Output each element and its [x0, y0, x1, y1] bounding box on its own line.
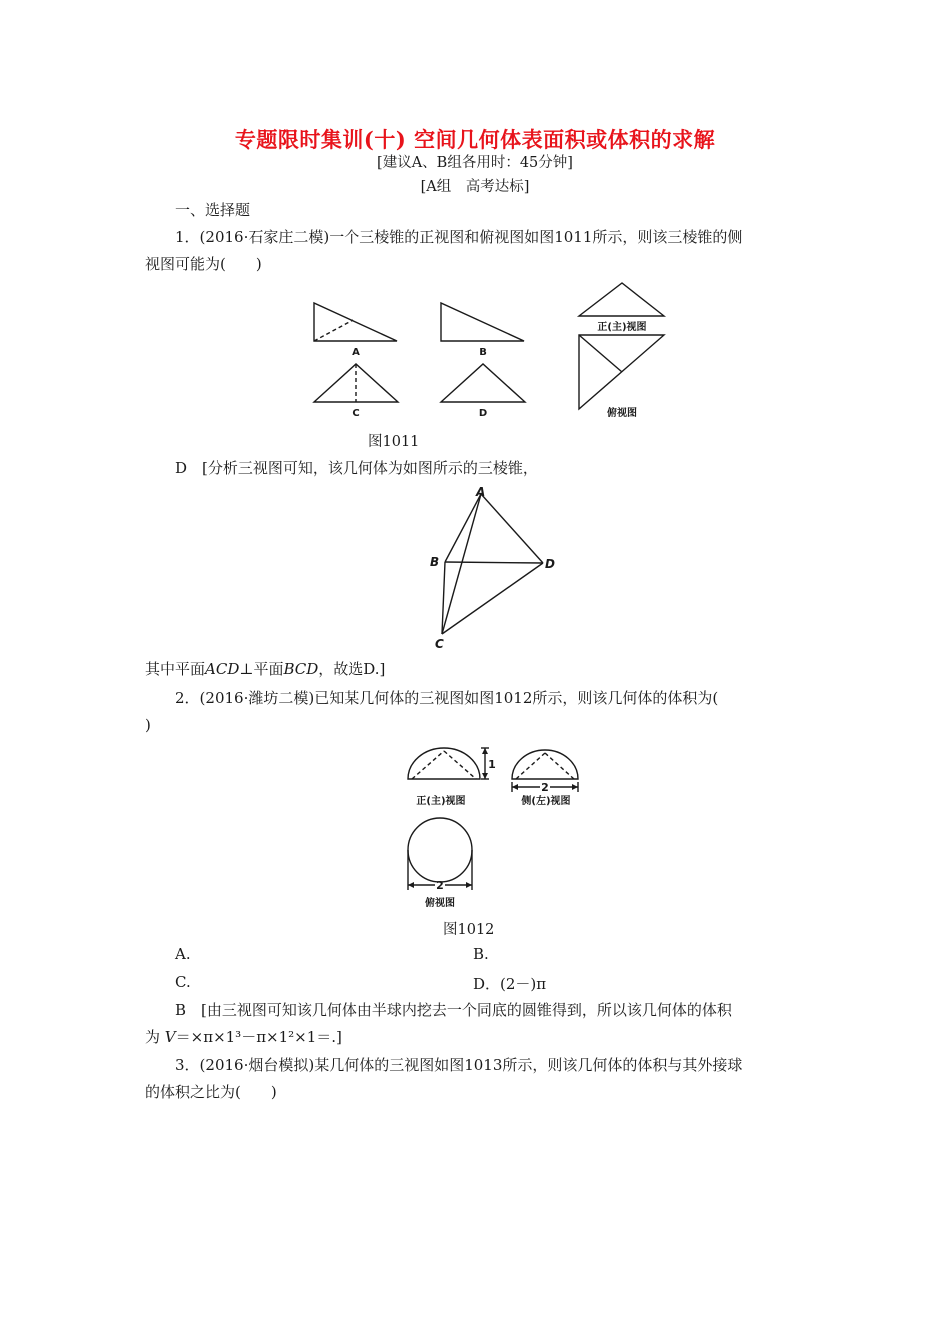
diameter-dimension: 2 — [436, 879, 444, 892]
option-c-triangle — [314, 364, 398, 402]
option-a-triangle — [314, 303, 397, 341]
option-d-label: D — [478, 408, 488, 419]
question-2-line-2: ) — [145, 716, 151, 734]
question-1-answer: D [分析三视图可知，该几何体为如图所示的三棱锥， — [175, 459, 538, 477]
option-b-triangle — [441, 303, 524, 341]
vertex-c-label: C — [435, 637, 444, 651]
option-c-label: C — [352, 408, 360, 419]
vertex-d-label: D — [545, 557, 555, 571]
question-3-line-1: 3．(2016·烟台模拟)某几何体的三视图如图1013所示，则该几何体的体积与其外接球 — [175, 1056, 743, 1074]
side-view-label: 侧(左)视图 — [521, 796, 571, 807]
figure-1011 — [305, 278, 675, 428]
tetrahedron-figure — [425, 482, 560, 652]
question-2-line-1: 2．(2016·潍坊二模)已知某几何体的三视图如图1012所示，则该几何体的体积为( — [175, 689, 719, 707]
top-view-label-2: 俯视图 — [425, 898, 455, 909]
option-b-label: B — [479, 347, 487, 358]
time-suggestion: [建议A、B组各用时：45分钟] — [377, 155, 573, 171]
front-view-label-2: 正(主)视图 — [416, 796, 466, 807]
height-dimension: 1 — [488, 758, 496, 771]
front-view-triangle — [579, 283, 664, 316]
question-3-line-2: 的体积之比为( ) — [145, 1083, 277, 1101]
width-dimension: 2 — [541, 781, 549, 794]
figure-1011-caption: 图1011 — [368, 434, 420, 450]
top-view-label: 俯视图 — [607, 408, 637, 419]
vertex-b-label: B — [430, 555, 440, 569]
question-1-conclusion: 其中平面ACD⊥平面BCD，故选D.] — [145, 660, 386, 678]
vertex-a-label: A — [476, 485, 486, 499]
question-1-line-1: 1．(2016·石家庄二模)一个三棱锥的正视图和俯视图如图1011所示，则该三棱锥的侧 — [175, 228, 743, 246]
front-view-label: 正(主)视图 — [597, 322, 647, 333]
option-a: A. — [175, 945, 191, 963]
question-1-line-2: 视图可能为( ) — [145, 255, 262, 273]
group-heading: [A组 高考达标] — [420, 179, 530, 195]
option-b: B. — [473, 945, 489, 963]
option-c: C. — [175, 973, 191, 991]
option-d-triangle — [441, 364, 525, 402]
page-title: 专题限时集训(十) 空间几何体表面积或体积的求解 — [234, 127, 716, 152]
figure-1012-caption: 图1012 — [443, 922, 495, 938]
section-heading: 一、选择题 — [175, 201, 251, 219]
option-d: D．(2－)π — [473, 975, 547, 993]
figure-1012 — [400, 742, 590, 912]
question-2-answer-line-2: 为 V＝×π×1³－π×1²×1＝.] — [145, 1028, 342, 1046]
option-a-hidden-edge — [314, 320, 353, 341]
option-a-label: A — [352, 347, 360, 358]
question-2-answer-line-1: B [由三视图可知该几何体由半球内挖去一个同底的圆锥得到，所以该几何体的体积 — [175, 1001, 732, 1019]
